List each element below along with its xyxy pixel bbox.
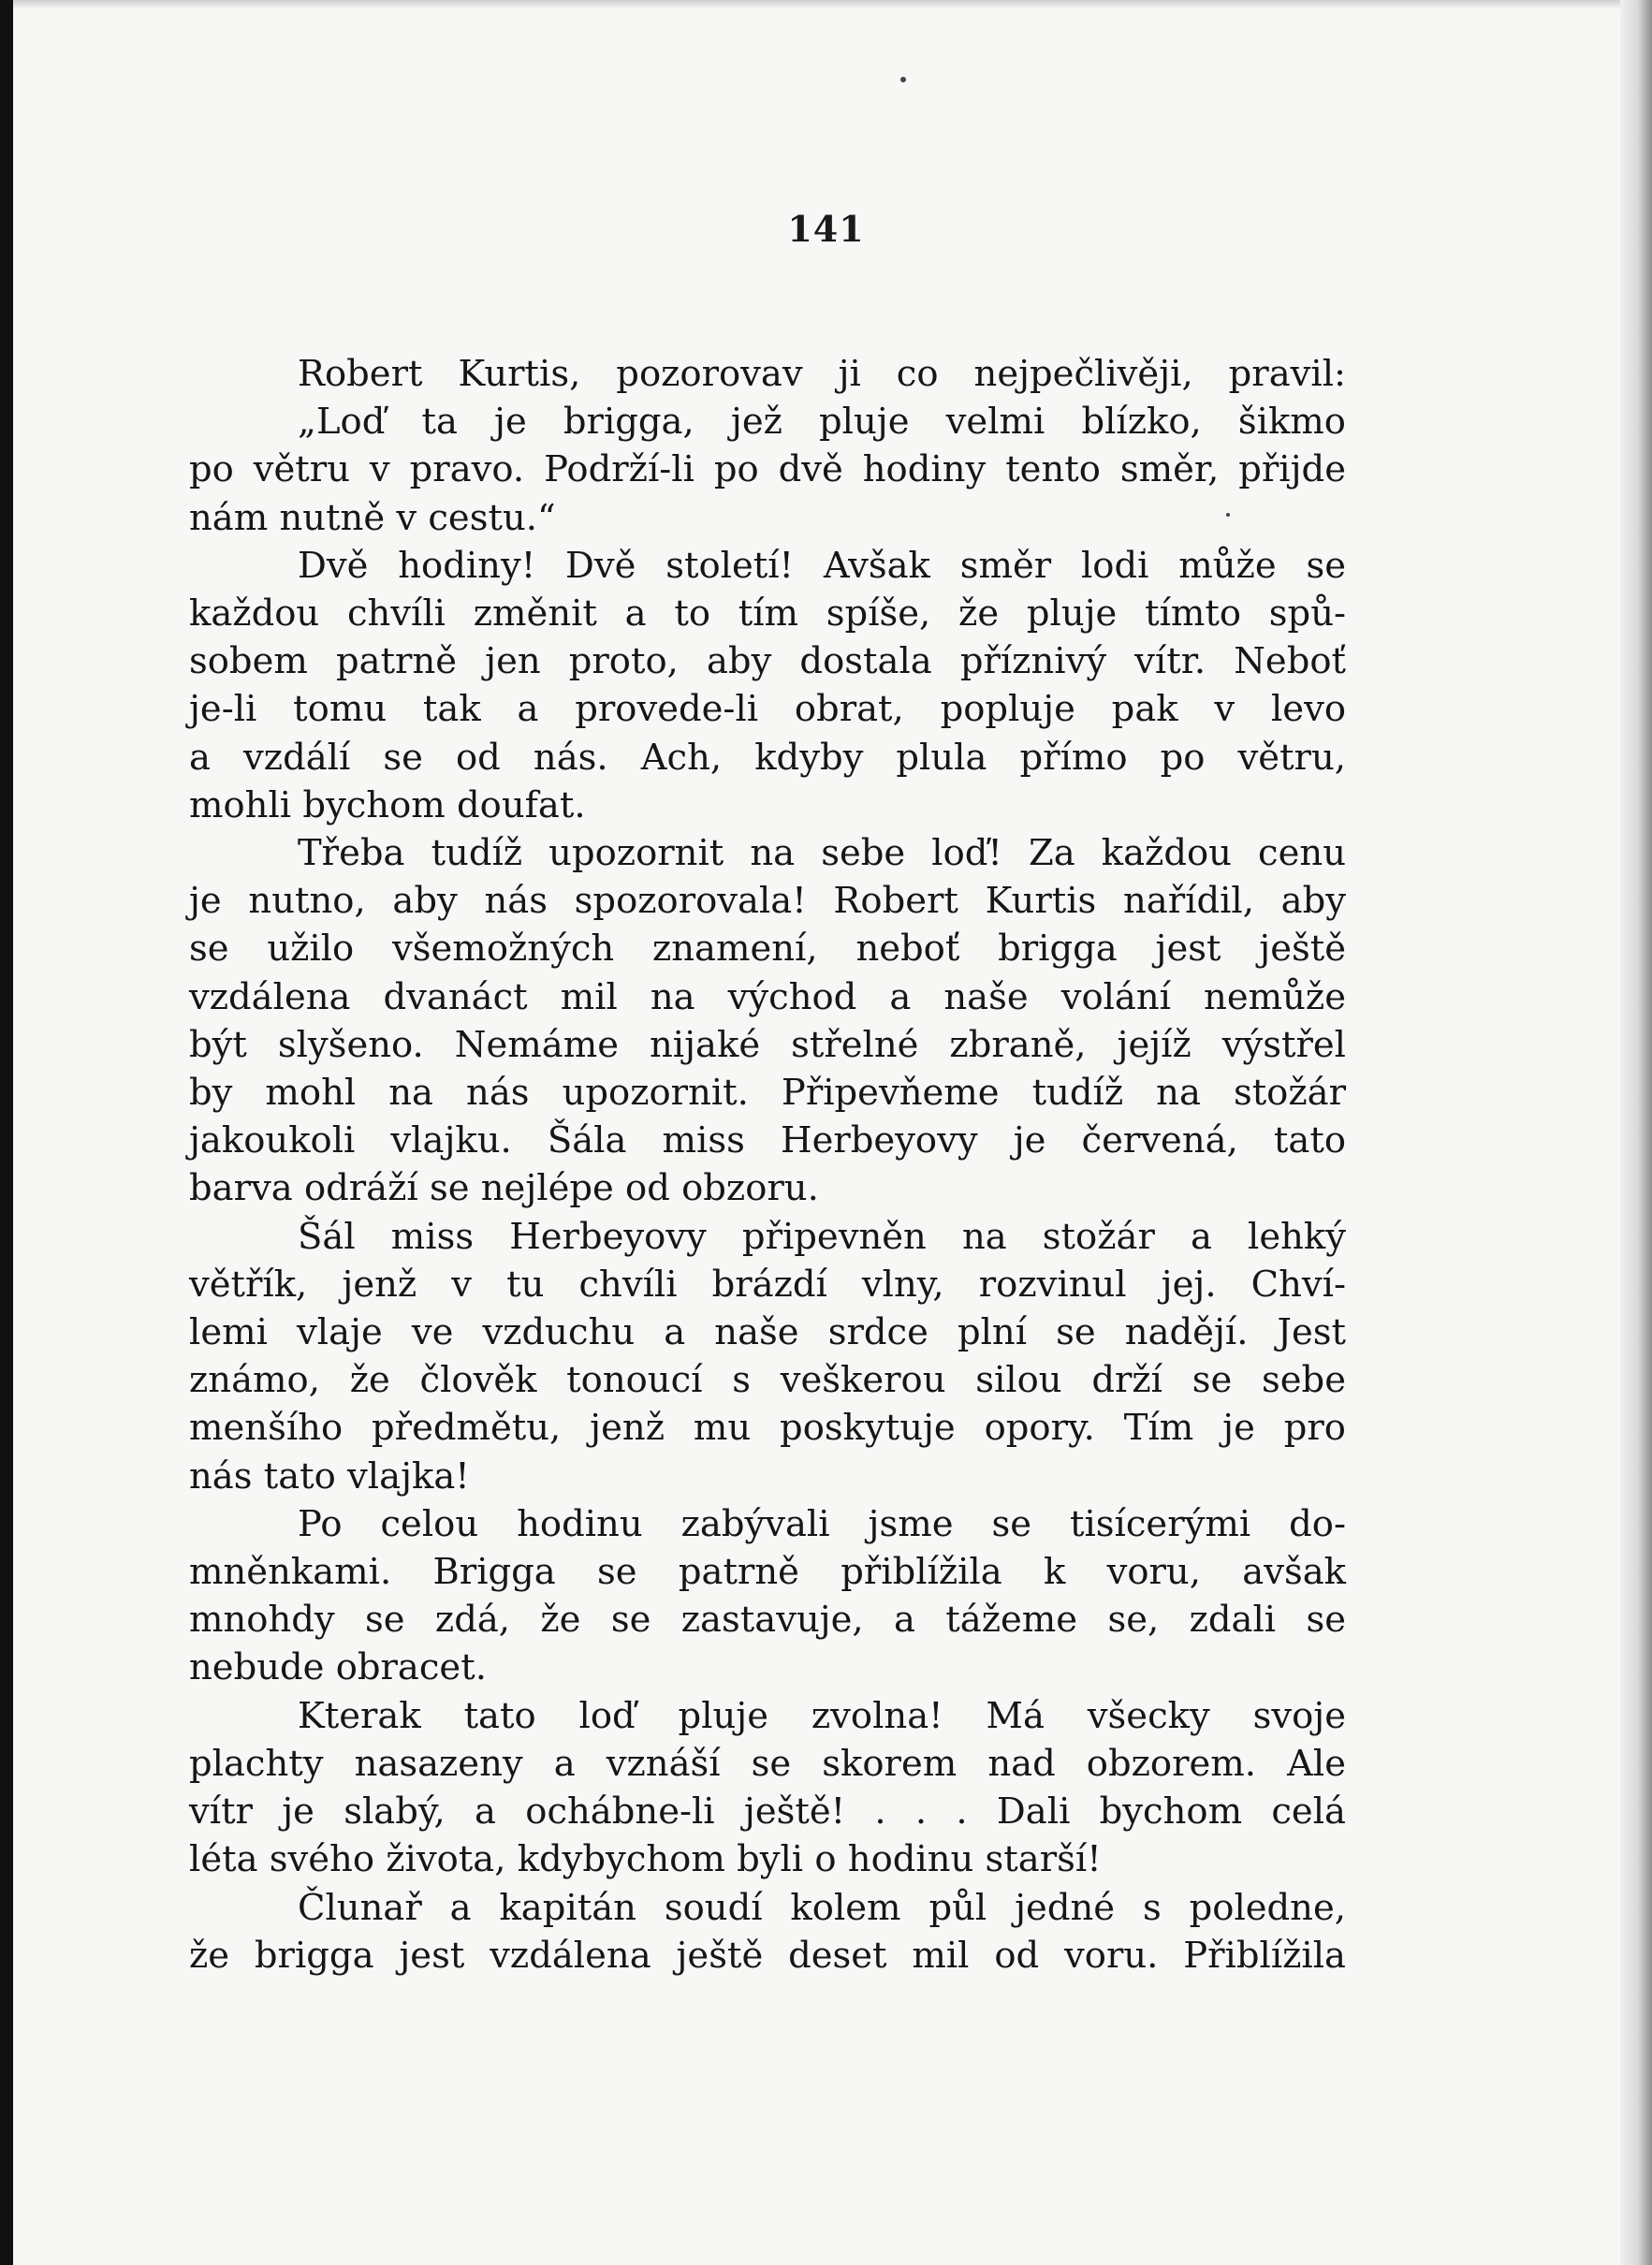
- text-line: nebude obracet.: [189, 1646, 487, 1689]
- text-line: je nutno, aby nás spozorovala! Robert Kurtis nařídil, aby: [189, 880, 1346, 923]
- text-line: Robert Kurtis, pozorovav ji co nejpečlivěji, pravil:: [298, 353, 1346, 395]
- page-number: 141: [787, 208, 865, 250]
- scan-top-edge: [13, 0, 1620, 9]
- text-line: sobem patrně jen proto, aby dostala příznivý vítr. Neboť: [189, 640, 1346, 683]
- ink-speck: [900, 77, 906, 82]
- text-line: nám nutně v cestu.“: [189, 496, 556, 539]
- text-line: vítr je slabý, a ochábne-li ještě! . . . Dali bychom celá: [189, 1790, 1346, 1834]
- text-line: menšího předmětu, jenž mu poskytuje opory. Tím je pro: [189, 1407, 1346, 1450]
- text-line: Třeba tudíž upozornit na sebe loď! Za každou cenu: [298, 832, 1346, 875]
- text-line: by mohl na nás upozornit. Připevňeme tudíž na stožár: [189, 1072, 1346, 1115]
- body-text: [189, 350, 1346, 1980]
- text-line: Kterak tato loď pluje zvolna! Má všecky svoje: [298, 1694, 1346, 1737]
- text-line: lemi vlaje ve vzduchu a naše srdce plní se nadějí. Jest: [189, 1311, 1346, 1354]
- text-line: se užilo všemožných znamení, neboť brigga jest ještě: [189, 928, 1346, 971]
- text-line: Šál miss Herbeyovy připevněn na stožár a lehký: [298, 1215, 1346, 1258]
- text-line: každou chvíli změnit a to tím spíše, že pluje tímto spů-: [189, 592, 1346, 636]
- text-line: plachty nasazeny a vznáší se skorem nad obzorem. Ale: [189, 1742, 1346, 1785]
- text-line: léta svého života, kdybychom byli o hodinu starší!: [189, 1838, 1102, 1881]
- text-line: že brigga jest vzdálena ještě deset mil od voru. Přiblížila: [189, 1934, 1346, 1977]
- text-line: po větru v pravo. Podrží-li po dvě hodiny tento směr, přijde: [189, 448, 1346, 491]
- text-line: mněnkami. Brigga se patrně přiblížila k voru, avšak: [189, 1551, 1346, 1594]
- text-line: a vzdálí se od nás. Ach, kdyby plula přímo po větru,: [189, 736, 1346, 779]
- text-line: větřík, jenž v tu chvíli brázdí vlny, rozvinul jej. Chví-: [189, 1263, 1346, 1306]
- text-line: mohli bychom doufat.: [189, 783, 586, 826]
- scan-right-edge: [1620, 0, 1652, 2265]
- text-line: známo, že člověk tonoucí s veškerou silou drží se sebe: [189, 1359, 1346, 1402]
- text-line: Člunař a kapitán soudí kolem půl jedné s poledne,: [298, 1886, 1346, 1929]
- text-line: „Loď ta je brigga, jež pluje velmi blízko, šikmo: [298, 401, 1346, 444]
- text-line: jakoukoli vlajku. Šála miss Herbeyovy je červená, tato: [189, 1119, 1346, 1162]
- text-line: mnohdy se zdá, že se zastavuje, a tážeme se, zdali se: [189, 1599, 1346, 1642]
- text-line: je-li tomu tak a provede-li obrat, popluje pak v levo: [189, 688, 1346, 731]
- text-line: vzdálena dvanáct mil na východ a naše volání nemůže: [189, 975, 1346, 1018]
- text-line: nás tato vlajka!: [189, 1454, 470, 1498]
- text-line: barva odráží se nejlépe od obzoru.: [189, 1167, 819, 1210]
- text-line: být slyšeno. Nemáme nijaké střelné zbraně, jejíž výstřel: [189, 1023, 1346, 1066]
- scan-left-edge: [0, 0, 13, 2265]
- text-line: Po celou hodinu zabývali jsme se tisícerými do-: [298, 1502, 1346, 1545]
- text-line: Dvě hodiny! Dvě století! Avšak směr lodi může se: [298, 544, 1346, 587]
